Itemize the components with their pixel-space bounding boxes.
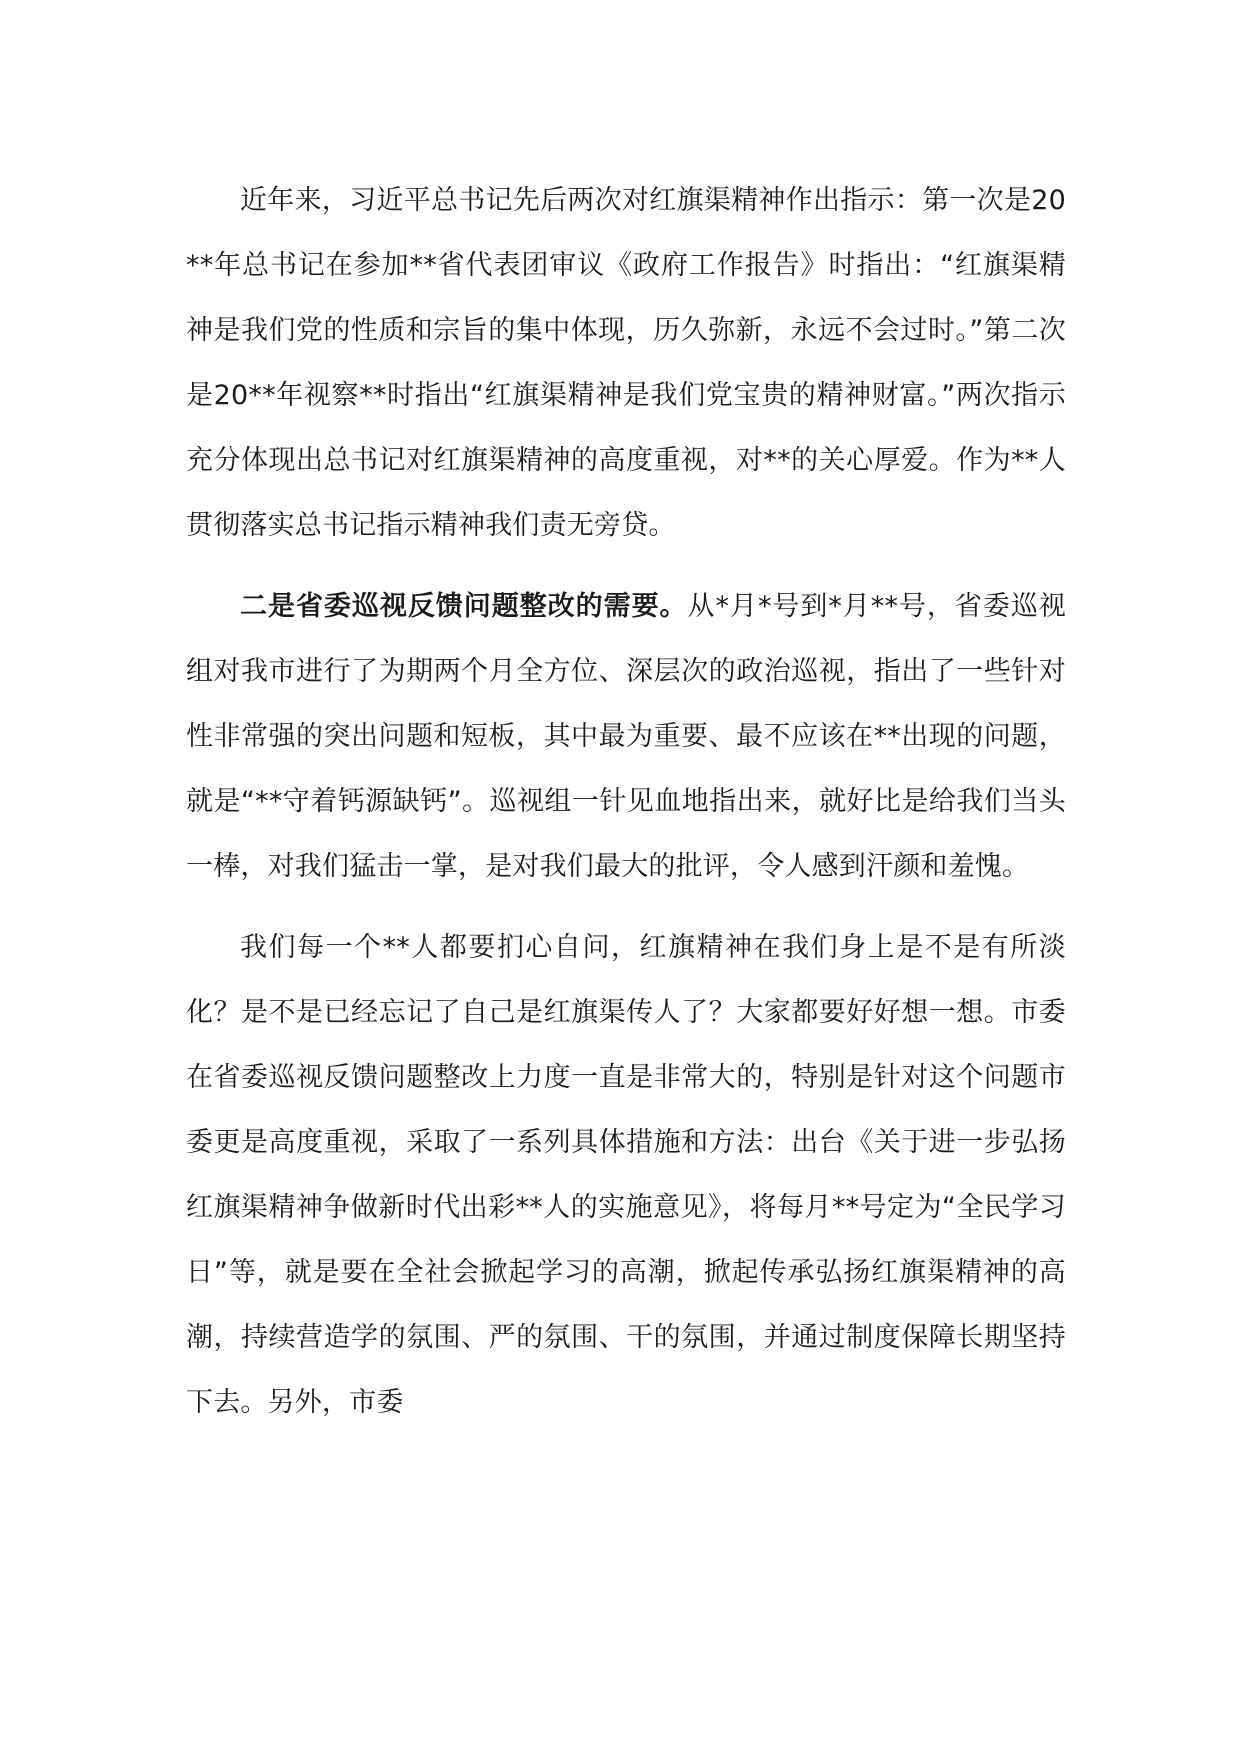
paragraph-1: 近年来，习近平总书记先后两次对红旗渠精神作出指示：第一次是20**年总书记在参加**省代表团审议《政府工作报告》时指出：“红旗渠精神是我们党的性质和宗旨的集中体现，历久弥新，永远不会过时。”第二次是20**年视察**时指出“红旗渠精神是我们党宝贵的精神财富。”两次指示充分体现出总书记对红旗渠精神的高度重视，对**的关心厚爱。作为**人贯彻落实总书记指示精神我们责无旁贷。	[186, 185, 1066, 541]
paragraph-2-body: 从*月*号到*月**号，省委巡视组对我市进行了为期两个月全方位、深层次的政治巡视，指出了一些针对性非常强的突出问题和短板，其中最为重要、最不应该在**出现的问题，就是“**守着钙源缺钙”。巡视组一针见血地指出来，就好比是给我们当头一棒，对我们猛击一掌，是对我们最大的批评，令人感到汗颜和羞愧。	[186, 591, 1067, 882]
document-body	[186, 168, 1066, 1451]
paragraph-2	[186, 574, 1066, 899]
paragraph-3: 我们每一个**人都要扪心自问，红旗精神在我们身上是不是有所淡化？是不是已经忘记了自己是红旗渠传人了？大家都要好好想一想。市委在省委巡视反馈问题整改上力度一直是非常大的，特别是针对这个问题市委更是高度重视，采取了一系列具体措施和方法：出台《关于进一步弘扬红旗渠精神争做新时代出彩**人的实施意见》，将每月**号定为“全民学习日”等，就是要在全社会掀起学习的高潮，掀起传承弘扬红旗渠精神的高潮，持续营造学的氛围、严的氛围、干的氛围，并通过制度保障长期坚持下去。另外，市委	[186, 932, 1066, 1418]
paragraph-2-heading: 二是省委巡视反馈问题整改的需要。	[240, 591, 688, 622]
